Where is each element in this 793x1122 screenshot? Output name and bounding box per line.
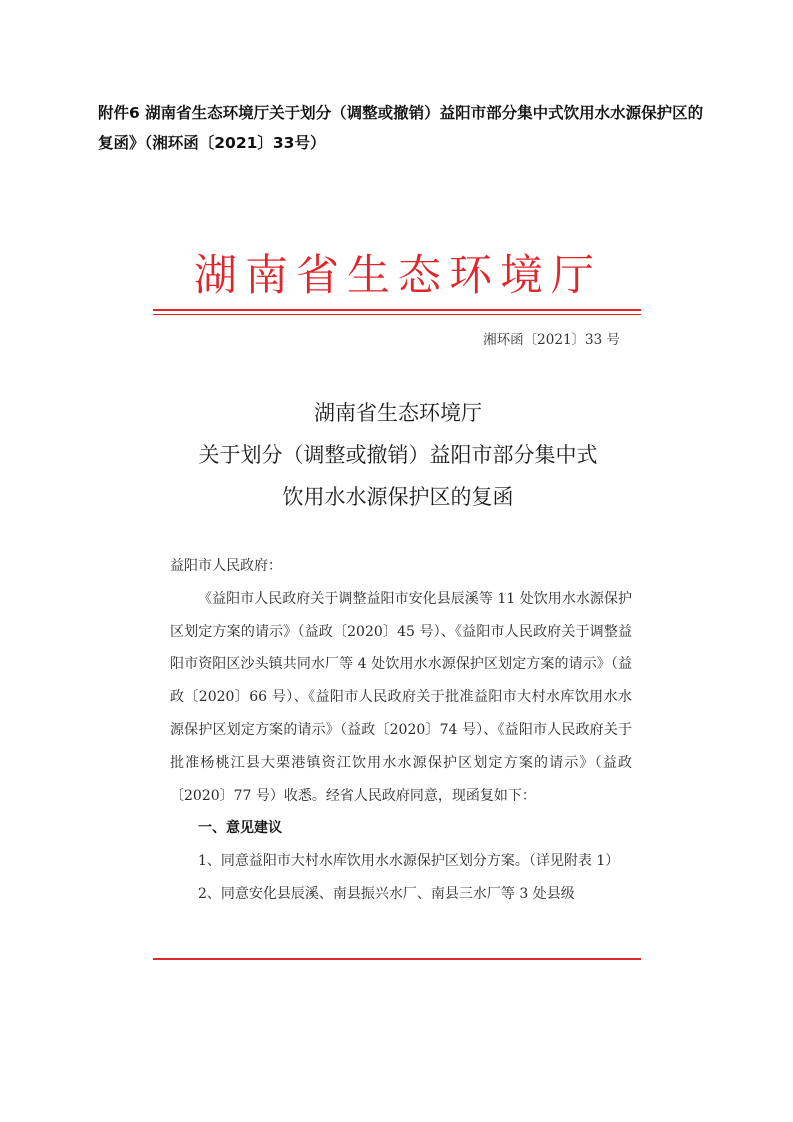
list-item: 2、同意安化县辰溪、南县振兴水厂、南县三水厂等 3 处县级	[198, 885, 575, 902]
subject-line-3: 饮用水水源保护区的复函	[282, 485, 514, 509]
subject-line-2: 关于划分（调整或撤销）益阳市部分集中式	[198, 443, 598, 467]
document-number: 湘环函〔2021〕33 号	[483, 332, 620, 348]
list-item: 1、同意益阳市大村水库饮用水水源保护区划分方案。（详见附表 1）	[198, 853, 620, 870]
section-heading: 一、意见建议	[198, 820, 282, 837]
masthead-rule-thin	[153, 314, 641, 315]
issuer-masthead: 湖南省生态环境厅	[194, 251, 602, 301]
letter-body	[170, 550, 632, 911]
document-subject	[150, 392, 646, 518]
footer-rule	[153, 958, 641, 960]
attachment-title: 附件6 湖南省生态环境厅关于划分（调整或撤销）益阳市部分集中式饮用水水源保护区的复函》（湘环函〔2021〕33号）	[98, 104, 704, 152]
body-paragraph: 《益阳市人民政府关于调整益阳市安化县辰溪等 11 处饮用水水源保护区划定方案的请示》（益政〔2020〕45 号）、《益阳市人民政府关于调整益阳市资阳区沙头镇共同水厂等 4 处饮用水水源保护区划定方案的请示》（益政〔2020〕66 号）、《益阳市人民政府关于批准益阳市大村水库饮用水水源保护区划定方案的请示》（益政〔2020〕74 号）、《益阳市人民政府关于批准杨桃江县大栗港镇资江饮用水水源保护区划定方案的请示》（益政〔2020〕77 号）收悉。经省人民政府同意，现函复如下：	[170, 590, 632, 804]
salutation: 益阳市人民政府：	[170, 558, 282, 574]
masthead-rule-thick	[153, 309, 641, 311]
subject-line-1: 湖南省生态环境厅	[314, 401, 482, 425]
